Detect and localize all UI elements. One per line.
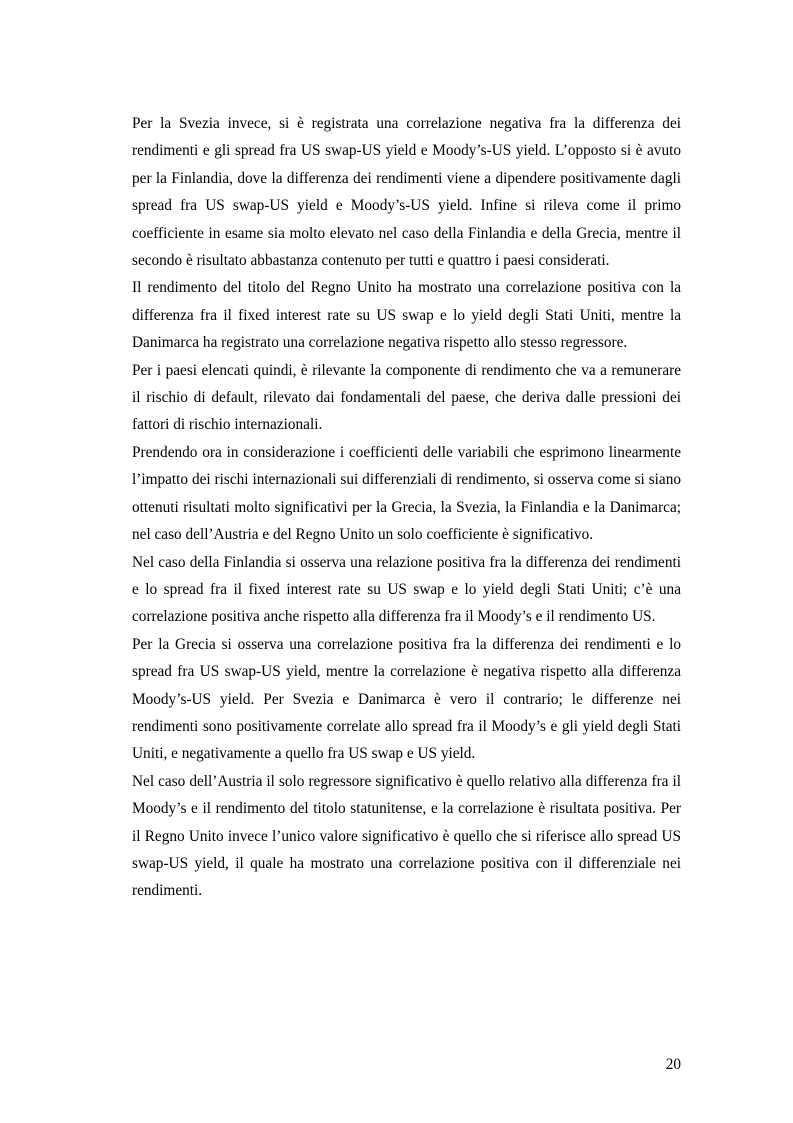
paragraph-6: Per la Grecia si osserva una correlazione positiva fra la differenza dei rendimenti e lo spread fra US swap-US yield, mentre la correlazione è negativa rispetto alla differenza Moody’s-US yield. Per Svezia e Danimarca è vero il contrario; le differenze nei rendimenti sono positivamente correlate allo spread fra il Moody’s e gli yield degli Stati Uniti, e negativamente a quello fra US swap e US yield. bbox=[132, 635, 681, 763]
paragraph-2: Il rendimento del titolo del Regno Unito ha mostrato una correlazione positiva con la differenza fra il fixed interest rate su US swap e lo yield degli Stati Uniti, mentre la Danimarca ha registrato una correlazione negativa rispetto allo stesso regressore. bbox=[132, 279, 681, 352]
body-text bbox=[132, 110, 681, 905]
paragraph-3: Per i paesi elencati quindi, è rilevante la componente di rendimento che va a remunerare il rischio di default, rilevato dai fondamentali del paese, che deriva dalle pressioni dei fattori di rischio internazionali. bbox=[132, 361, 681, 434]
page-number: 20 bbox=[665, 1056, 681, 1073]
paragraph-5: Nel caso della Finlandia si osserva una relazione positiva fra la differenza dei rendimenti e lo spread fra il fixed interest rate su US swap e lo yield degli Stati Uniti; c’è una correlazione positiva anche rispetto alla differenza fra il Moody’s e il rendimento US. bbox=[132, 553, 681, 626]
paragraph-4: Prendendo ora in considerazione i coefficienti delle variabili che esprimono linearmente l’impatto dei rischi internazionali sui differenziali di rendimento, si osserva come si siano ottenuti risultati molto significativi per la Grecia, la Svezia, la Finlandia e la Danimarca; nel caso dell’Austria e del Regno Unito un solo coefficiente è significativo. bbox=[132, 443, 681, 544]
paragraph-7: Nel caso dell’Austria il solo regressore significativo è quello relativo alla differenza fra il Moody’s e il rendimento del titolo statunitense, e la correlazione è risultata positiva. Per il Regno Unito invece l’unico valore significativo è quello che si riferisce allo spread US swap-US yield, il quale ha mostrato una correlazione positiva con il differenziale nei rendimenti. bbox=[132, 772, 681, 900]
paragraph-1: Per la Svezia invece, si è registrata una correlazione negativa fra la differenza dei rendimenti e gli spread fra US swap-US yield e Moody’s-US yield. L’opposto si è avuto per la Finlandia, dove la differenza dei rendimenti viene a dipendere positivamente dagli spread fra US swap-US yield e Moody’s-US yield. Infine si rileva come il primo coefficiente in esame sia molto elevato nel caso della Finlandia e della Grecia, mentre il secondo è risultato abbastanza contenuto per tutti e quattro i paesi considerati. bbox=[132, 115, 681, 270]
